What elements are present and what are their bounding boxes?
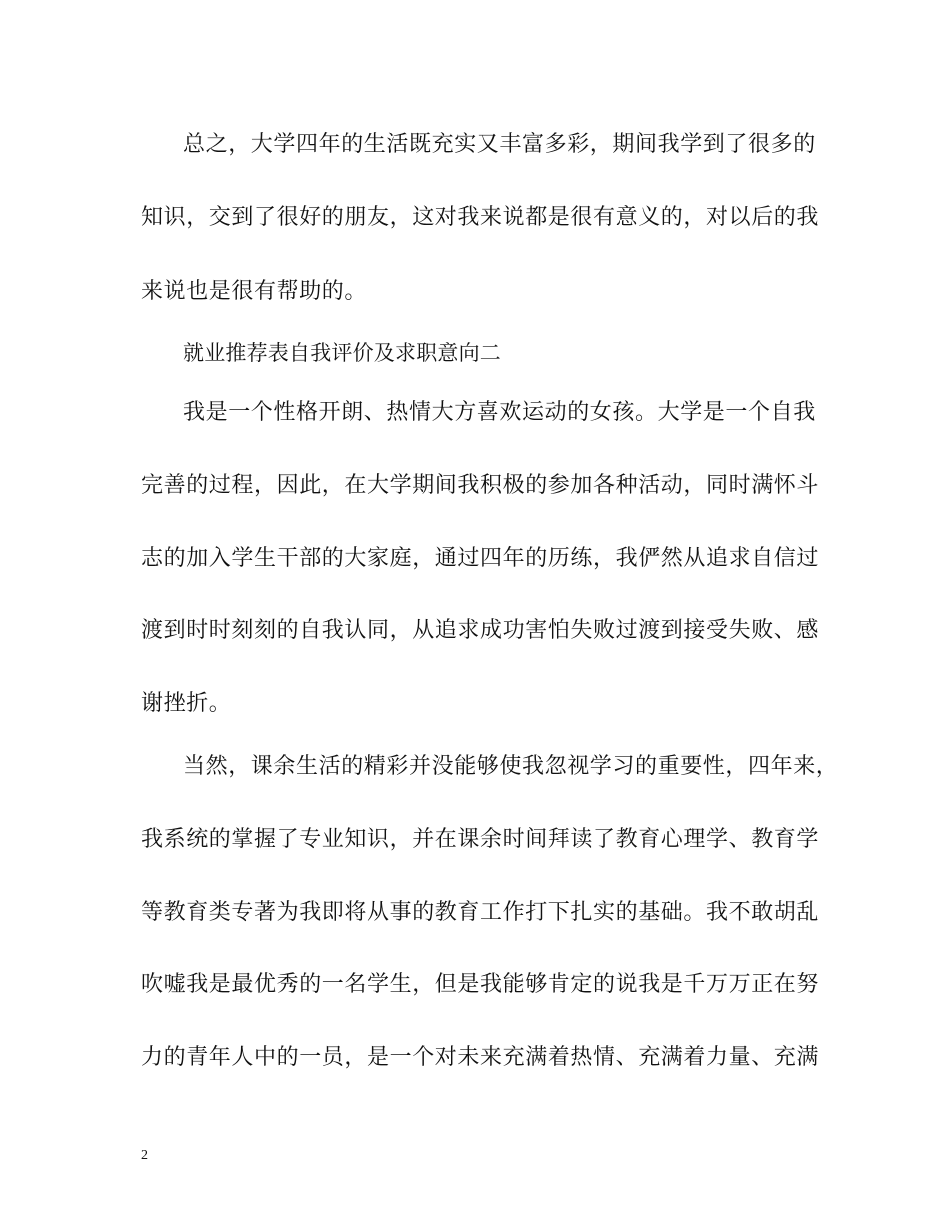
paragraph-line: 谢挫折。 [141,691,232,716]
paragraph-line: 完善的过程，因此，在大学期间我积极的参加各种活动，同时满怀斗 [141,473,820,498]
paragraph-line: 吹嘘我是最优秀的一名学生，但是我能够肯定的说我是千万万正在努 [141,972,820,997]
paragraph-line: 力的青年人中的一员，是一个对未来充满着热情、充满着力量、充满 [141,1045,820,1070]
paragraph-line: 当然，课余生活的精彩并没能够使我忽视学习的重要性，四年来， [183,754,839,779]
paragraph-line: 来说也是很有帮助的。 [141,279,368,304]
paragraph-line: 总之，大学四年的生活既充实又丰富多彩，期间我学到了很多的 [183,132,816,157]
page-number: 2 [141,1148,148,1163]
paragraph-line: 等教育类专著为我即将从事的教育工作打下扎实的基础。我不敢胡乱 [141,900,820,925]
paragraph-line: 志的加入学生干部的大家庭，通过四年的历练，我俨然从追求自信过 [141,546,820,571]
paragraph-line: 渡到时时刻刻的自我认同，从追求成功害怕失败过渡到接受失败、感 [141,618,820,643]
paragraph-line: 知识，交到了很好的朋友，这对我来说都是很有意义的，对以后的我 [141,205,820,230]
paragraph-line: 我是一个性格开朗、热情大方喜欢运动的女孩。大学是一个自我 [183,400,816,425]
section-heading: 就业推荐表自我评价及求职意向二 [183,341,501,365]
paragraph-line: 我系统的掌握了专业知识，并在课余时间拜读了教育心理学、教育学 [141,827,820,852]
